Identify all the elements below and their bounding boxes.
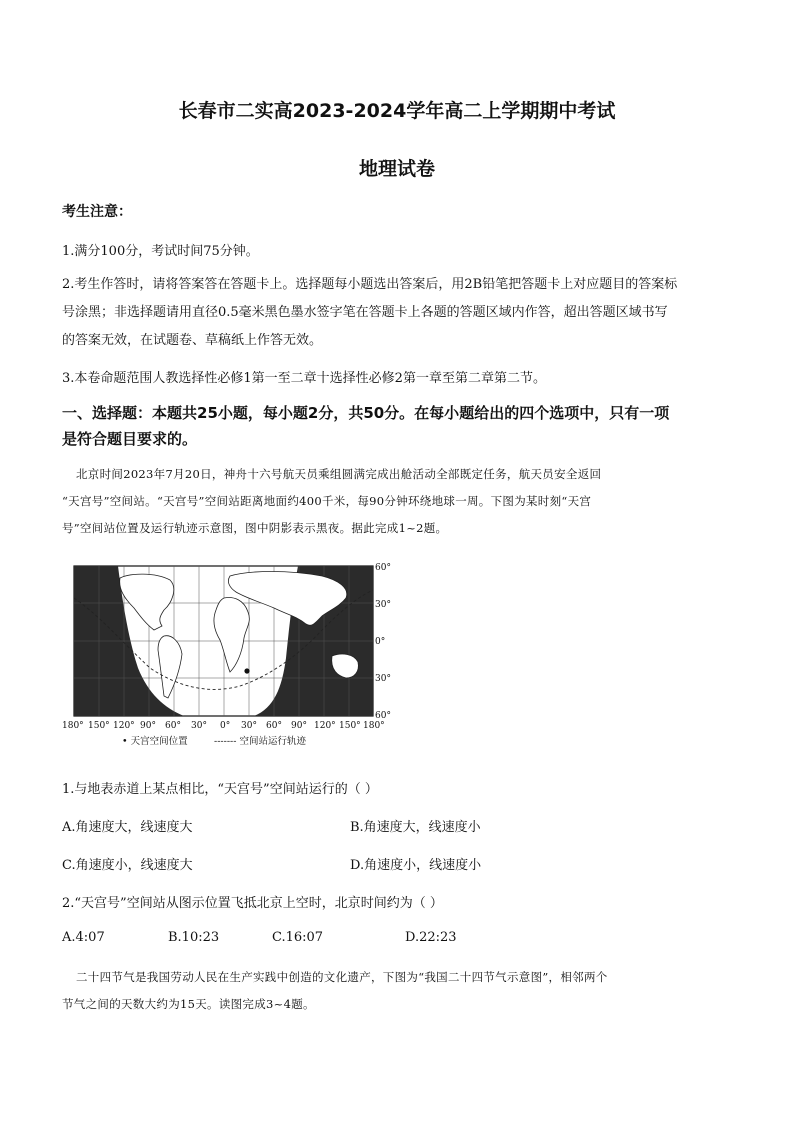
exam-title: 长春市二实高2023-2024学年高二上学期期中考试 xyxy=(178,100,616,122)
notice-item-3: 3.本卷命题范围人教选择性必修1第一至二章十选择性必修2第一章至第二章第二节。 xyxy=(62,371,546,386)
question-2-stem: 2.“天宫号”空间站从图示位置飞抵北京上空时，北京时间约为（ ） xyxy=(62,896,443,911)
notice-item-2-line-3: 的答案无效，在试题卷、草稿纸上作答无效。 xyxy=(62,333,323,348)
question-1-stem: 1.与地表赤道上某点相比，“天宫号”空间站运行的（ ） xyxy=(62,782,378,797)
passage-1-line-1: 北京时间2023年7月20日，神舟十六号航天员乘组圆满完成出舱活动全部既定任务，航天员安全返回 xyxy=(76,467,602,481)
notice-item-2-line-1: 2.考生作答时，请将答案答在答题卡上。选择题每小题选出答案后，用2B铅笔把答题卡上对应题目的答案标 xyxy=(62,277,678,292)
question-1-option-d[interactable]: D.角速度小，线速度小 xyxy=(350,858,482,873)
svg-text:30°: 30° xyxy=(191,721,207,731)
svg-text:30°: 30° xyxy=(375,674,391,684)
latitude-labels xyxy=(375,563,391,721)
svg-text:60°: 60° xyxy=(375,711,391,721)
question-1-option-b[interactable]: B.角速度大，线速度小 xyxy=(350,820,481,835)
legend-orbit-track: ------- 空间站运行轨迹 xyxy=(214,736,306,747)
svg-text:180°: 180° xyxy=(363,721,385,731)
svg-text:60°: 60° xyxy=(375,563,391,573)
svg-text:0°: 0° xyxy=(375,637,386,647)
notice-heading: 考生注意： xyxy=(62,204,132,220)
notice-item-1: 1.满分100分，考试时间75分钟。 xyxy=(62,244,259,259)
question-2-option-b[interactable]: B.10:23 xyxy=(168,930,220,945)
exam-subtitle: 地理试卷 xyxy=(358,158,435,180)
passage-1-line-3: 号”空间站位置及运行轨迹示意图，图中阴影表示黑夜。据此完成1~2题。 xyxy=(62,521,448,535)
station-position-marker xyxy=(244,668,249,673)
svg-text:150°: 150° xyxy=(88,721,110,731)
question-1-option-a[interactable]: A.角速度大，线速度大 xyxy=(62,820,193,835)
svg-text:90°: 90° xyxy=(140,721,156,731)
svg-text:150°: 150° xyxy=(339,721,361,731)
section-heading-line-2: 是符合题目要求的。 xyxy=(62,430,198,448)
question-2-option-d[interactable]: D.22:23 xyxy=(405,930,457,945)
longitude-labels xyxy=(62,721,385,731)
orbit-map xyxy=(60,558,400,753)
svg-text:30°: 30° xyxy=(375,600,391,610)
orbit-map-figure xyxy=(60,558,400,753)
beijing-star-icon: ☆ xyxy=(315,594,324,605)
notice-item-2-line-2: 号涂黑；非选择题请用直径0.5毫米黑色墨水签字笔在答题卡上各题的答题区域内作答，超出答题区域书写 xyxy=(62,305,668,320)
passage-2-line-2: 节气之间的天数大约为15天。读图完成3~4题。 xyxy=(62,997,315,1011)
svg-text:60°: 60° xyxy=(165,721,181,731)
passage-1-line-2: “天宫号”空间站。“天宫号”空间站距离地面约400千米，每90分钟环绕地球一周。下图为某时刻“天宫 xyxy=(62,494,592,508)
svg-text:180°: 180° xyxy=(62,721,84,731)
svg-text:120°: 120° xyxy=(314,721,336,731)
svg-text:90°: 90° xyxy=(291,721,307,731)
passage-2-line-1: 二十四节气是我国劳动人民在生产实践中创造的文化遗产，下图为“我国二十四节气示意图”，相邻两个 xyxy=(76,970,608,984)
svg-text:0°: 0° xyxy=(220,721,231,731)
legend-station-position: • 天宫空间位置 xyxy=(122,736,188,747)
question-2-option-c[interactable]: C.16:07 xyxy=(272,930,324,945)
svg-text:60°: 60° xyxy=(266,721,282,731)
svg-text:30°: 30° xyxy=(241,721,257,731)
question-1-option-c[interactable]: C.角速度小，线速度大 xyxy=(62,858,193,873)
section-heading-line-1: 一、选择题：本题共25小题，每小题2分，共50分。在每小题给出的四个选项中，只有一项 xyxy=(62,404,670,422)
svg-text:120°: 120° xyxy=(113,721,135,731)
beijing-label: 北京 xyxy=(307,582,327,593)
question-2-option-a[interactable]: A.4:07 xyxy=(62,930,105,945)
